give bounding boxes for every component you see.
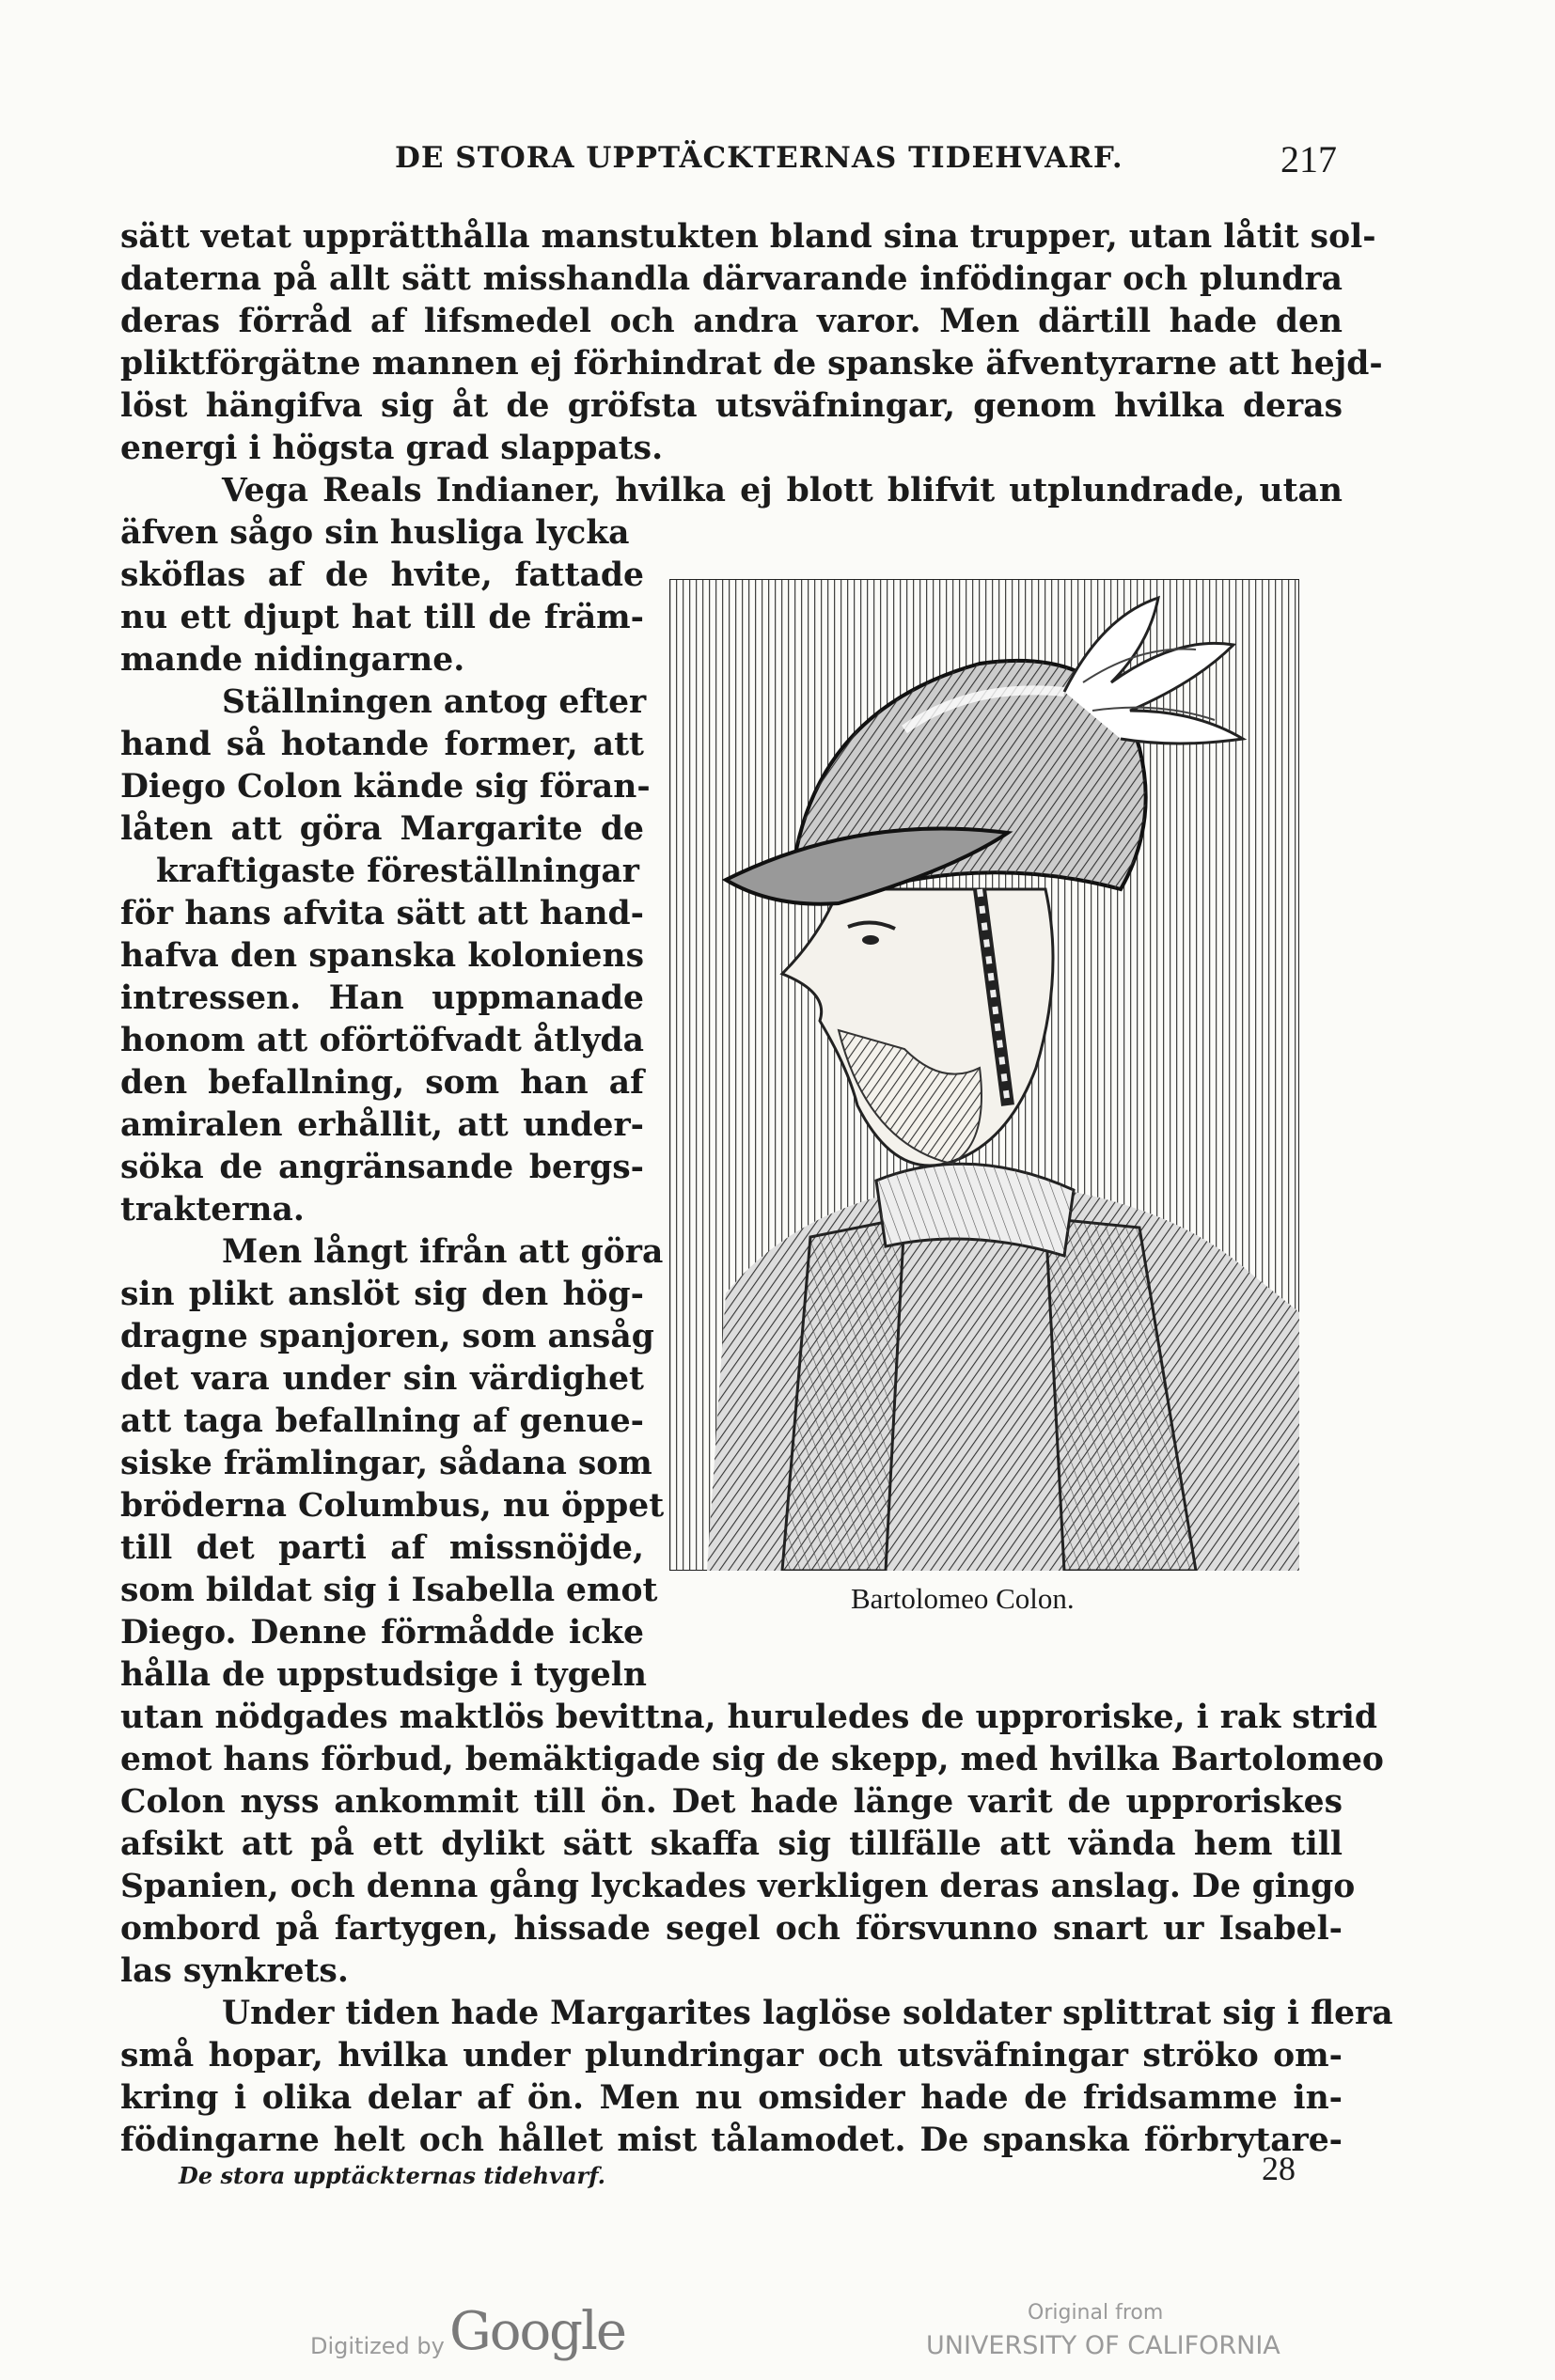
running-header: DE STORA UPPTÄCKTERNAS TIDEHVARF. (395, 141, 1123, 175)
text-line: låten att göra Margarite de (120, 810, 644, 848)
portrait-illustration (669, 579, 1299, 1571)
text-line: Under tiden hade Margarites laglöse soldater splittrat sig i flera (222, 1995, 1393, 2032)
text-line: bröderna Columbus, nu öppet (120, 1487, 665, 1525)
text-line: nu ett djupt hat till de främ- (120, 599, 644, 636)
signature-mark: 28 (1262, 2150, 1296, 2187)
figure-caption: Bartolomeo Colon. (851, 1582, 1075, 1615)
text-line: att taga befallning af genue- (120, 1402, 644, 1440)
text-line: den befallning, som han af (120, 1064, 644, 1102)
original-from-label: Original from (1028, 2301, 1164, 2325)
text-line: energi i högsta grad slappats. (120, 430, 664, 467)
text-line: Vega Reals Indianer, hvilka ej blott blifvit utplundrade, utan (222, 472, 1343, 509)
text-line: daterna på allt sätt misshandla därvarande infödingar och plundra (120, 260, 1343, 298)
text-line: sätt vetat upprätthålla manstukten bland sina trupper, utan låtit sol- (120, 218, 1376, 256)
text-line: sköflas af de hvite, fattade (120, 556, 644, 594)
text-line: intressen. Han uppmanade (120, 979, 644, 1017)
text-line: det vara under sin värdighet (120, 1360, 644, 1398)
text-line: amiralen erhållit, att under- (120, 1106, 644, 1144)
university-label: UNIVERSITY OF CALIFORNIA (926, 2331, 1280, 2360)
text-line: Diego Colon kände sig föran- (120, 768, 651, 806)
text-line: löst hängifva sig åt de gröfsta utsväfningar, genom hvilka deras (120, 387, 1343, 425)
google-logo: Google (449, 2301, 626, 2362)
text-line: honom att oförtöfvadt åtlyda (120, 1022, 644, 1059)
text-line: födingarne helt och hållet mist tålamodet. De spanska förbrytare- (120, 2122, 1343, 2159)
text-line: dragne spanjoren, som ansåg (120, 1318, 654, 1355)
text-line: kring i olika delar af ön. Men nu omsider hade de fridsamme in- (120, 2079, 1343, 2117)
text-line: trakterna. (120, 1191, 305, 1229)
text-line: till det parti af missnöjde, (120, 1529, 644, 1567)
text-line: hafva den spanska koloniens (120, 937, 644, 975)
text-line: las synkrets. (120, 1952, 349, 1990)
page-number: 217 (1280, 138, 1337, 180)
text-line: afsikt att på ett dylikt sätt skaffa sig tillfälle att vända hem till (120, 1825, 1343, 1863)
text-line: kraftigaste föreställningar (156, 853, 639, 890)
text-line: siske främlingar, sådana som (120, 1445, 652, 1482)
text-line: utan nödgades maktlös bevittna, huruledes de upproriske, i rak strid (120, 1699, 1377, 1736)
text-line: sin plikt anslöt sig den hög- (120, 1276, 644, 1313)
footer-book-title: De stora upptäckternas tidehvarf. (179, 2162, 606, 2189)
text-line: ombord på fartygen, hissade segel och försvunno snart ur Isabel- (120, 1910, 1343, 1948)
portrait-engraving-icon (669, 579, 1299, 1571)
text-line: Colon nyss ankommit till ön. Det hade länge varit de upproriskes (120, 1783, 1343, 1821)
text-line: små hopar, hvilka under plundringar och utsväfningar ströko om- (120, 2037, 1343, 2075)
text-line: emot hans förbud, bemäktigade sig de skepp, med hvilka Bartolomeo (120, 1741, 1384, 1778)
text-line: för hans afvita sätt att hand- (120, 895, 644, 932)
text-line: hand så hotande former, att (120, 726, 644, 763)
text-line: mande nidingarne. (120, 641, 465, 679)
text-line: deras förråd af lifsmedel och andra varor. Men därtill hade den (120, 303, 1343, 340)
text-line: Spanien, och denna gång lyckades verkligen deras anslag. De gingo (120, 1868, 1356, 1905)
text-line: äfven sågo sin husliga lycka (120, 514, 630, 552)
text-line: Men långt ifrån att göra (222, 1233, 664, 1271)
text-line: Diego. Denne förmådde icke (120, 1614, 644, 1652)
text-line: hålla de uppstudsige i tygeln (120, 1656, 647, 1694)
digitized-by-label: Digitized by (310, 2333, 445, 2359)
text-line: som bildat sig i Isabella emot (120, 1572, 658, 1609)
text-line: Ställningen antog efter (222, 683, 647, 721)
text-line: pliktförgätne mannen ej förhindrat de spanske äfventyrarne att hejd- (120, 345, 1383, 383)
text-line: söka de angränsande bergs- (120, 1149, 644, 1186)
